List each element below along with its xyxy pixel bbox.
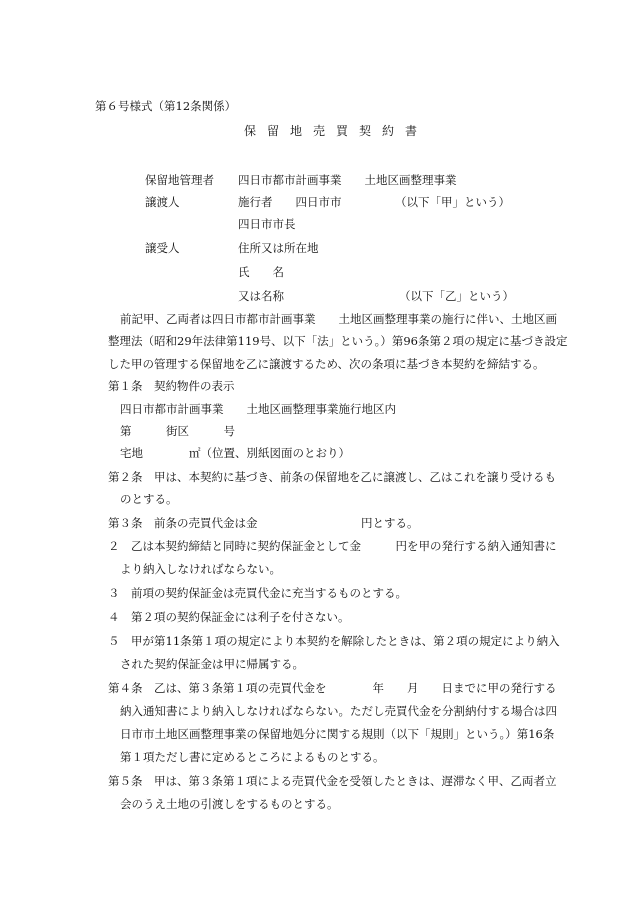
seller-label: 譲渡人 bbox=[145, 195, 180, 209]
preamble-line-2: 整理法（昭和29年法律第119号、以下「法」という。）第96条第２項の規定に基づき設定 bbox=[108, 334, 568, 348]
article3-p2-line-2: より納入しなければならない。 bbox=[120, 562, 281, 576]
preamble-line-3: した甲の管理する保留地を乙に譲渡するため、次の条項に基づき本契約を締結する。 bbox=[108, 357, 545, 371]
form-label: 第６号様式（第12条関係） bbox=[95, 99, 237, 113]
article2-line-2: のとする。 bbox=[120, 492, 178, 506]
article4-line-4: 第１項ただし書に定めるところによるものとする。 bbox=[120, 750, 385, 764]
article1-location: 四日市都市計画事業 土地区画整理事業施行地区内 bbox=[120, 402, 396, 416]
buyer-label: 譲受人 bbox=[145, 241, 180, 255]
preamble-line-1: 前記甲、乙両者は四日市都市計画事業 土地区画整理事業の施行に伴い、土地区画 bbox=[120, 312, 557, 326]
article1-block: 第 街区 号 bbox=[120, 424, 235, 438]
article5-line-1: 第５条 甲は、第３条第１項による売買代金を受領したときは、遅滞なく甲、乙両者立 bbox=[108, 774, 557, 788]
article1-heading: 第１条 契約物件の表示 bbox=[108, 379, 235, 393]
buyer-alt-name: 又は名称 bbox=[238, 289, 284, 303]
manager-value: 四日市都市計画事業 土地区画整理事業 bbox=[238, 173, 457, 187]
buyer-name: 氏 名 bbox=[238, 265, 284, 279]
seller-mayor: 四日市市長 bbox=[238, 217, 296, 231]
article3-p2-line-1: ２ 乙は本契約締結と同時に契約保証金として金 円を甲の発行する納入通知書に bbox=[108, 539, 557, 553]
article4-line-2: 納入通知書により納入しなければならない。ただし売買代金を分割納付する場合は四 bbox=[120, 704, 557, 718]
article5-line-2: 会のうえ土地の引渡しをするものとする。 bbox=[120, 797, 339, 811]
article1-land: 宅地 ㎡（位置、別紙図面のとおり） bbox=[120, 446, 350, 460]
seller-value: 施行者 四日市市 bbox=[238, 195, 342, 209]
seller-note: （以下「甲」という） bbox=[395, 195, 510, 209]
article3-p5-line-2: された契約保証金は甲に帰属する。 bbox=[120, 657, 304, 671]
article3-p1: 第３条 前条の売買代金は金 円とする。 bbox=[108, 516, 419, 530]
article2-line-1: 第２条 甲は、本契約に基づき、前条の保留地を乙に譲渡し、乙はこれを譲り受けるも bbox=[108, 470, 557, 484]
article3-p3: ３ 前項の契約保証金は売買代金に充当するものとする。 bbox=[108, 586, 407, 600]
manager-label: 保留地管理者 bbox=[145, 173, 214, 187]
buyer-address: 住所又は所在地 bbox=[238, 241, 319, 255]
article3-p4: ４ 第２項の契約保証金には利子を付さない。 bbox=[108, 610, 350, 624]
article4-line-1: 第４条 乙は、第３条第１項の売買代金を 年 月 日までに甲の発行する bbox=[108, 681, 557, 695]
article3-p5-line-1: ５ 甲が第11条第１項の規定により本契約を解除したときは、第２項の規定により納入 bbox=[108, 634, 560, 648]
article4-line-3: 日市市土地区画整理事業の保留地処分に関する規則（以下「規則」という。）第16条 bbox=[120, 727, 555, 741]
buyer-note: （以下「乙」という） bbox=[399, 289, 514, 303]
document-title: 保留地売買契約書 bbox=[244, 124, 429, 138]
